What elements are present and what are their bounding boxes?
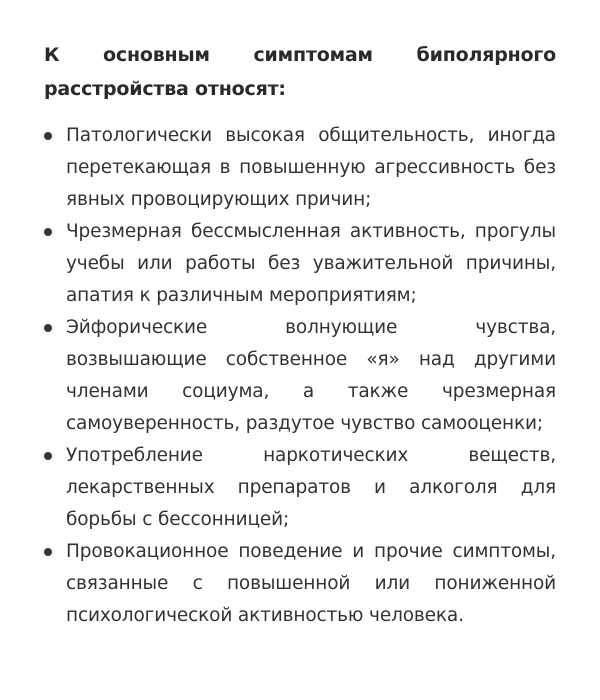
- list-item: [44, 440, 556, 536]
- list-item-text: Употребление наркотических веществ, лекарственных препаратов и алкоголя для борьбы с бессонницей;: [66, 445, 556, 530]
- lead-paragraph: К основным симптомам биполярного расстройства относят:: [44, 44, 556, 100]
- list-item-text: Эйфорические волнующие чувства, возвышающие собственное «я» над другими членами социума, а также чрезмерная самоуверенность, раздутое чувство самооценки;: [66, 317, 556, 434]
- list-item: [44, 536, 556, 632]
- bullet-icon: [44, 452, 52, 460]
- bullet-icon: [44, 228, 52, 236]
- symptoms-list: [44, 120, 556, 632]
- list-item: [44, 120, 556, 216]
- bullet-icon: [44, 548, 52, 556]
- bullet-icon: [44, 324, 52, 332]
- list-item-text: Патологически высокая общительность, иногда перетекающая в повышенную агрессивность без явных провоцирующих причин;: [66, 125, 556, 210]
- bullet-icon: [44, 132, 52, 140]
- list-item: [44, 312, 556, 440]
- list-item-text: Провокационное поведение и прочие симптомы, связанные с повышенной или пониженной психологической активностью человека.: [66, 541, 556, 626]
- list-item: [44, 216, 556, 312]
- list-item-text: Чрезмерная бессмысленная активность, прогулы учебы или работы без уважительной причины, апатия к различным мероприятиям;: [66, 221, 556, 306]
